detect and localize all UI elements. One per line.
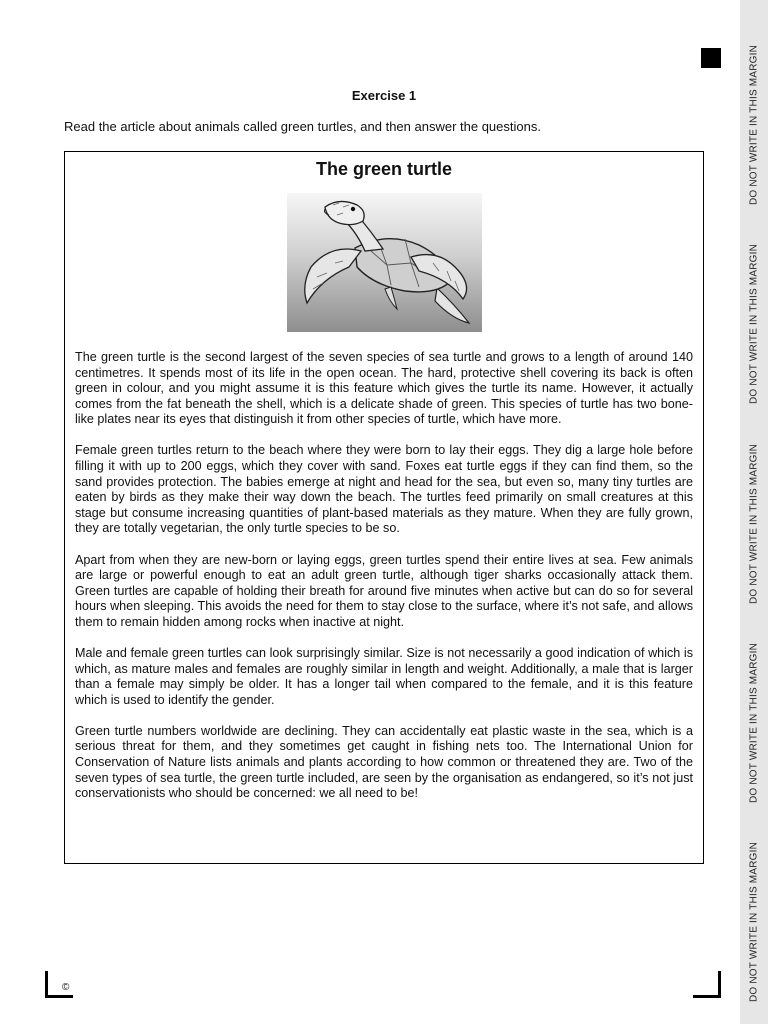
crop-mark	[45, 995, 73, 998]
article-title: The green turtle	[315, 159, 453, 179]
article-paragraph: The green turtle is the second largest of the seven species of sea turtle and grows to a length of around 140 centimetres. It spends most of its life in the open ocean. The hard, protective shell covering its back is often green in colour, and you might assume it is this feature which gives the turtle its name. However, it actually comes from the fat beneath the shell, which is a delicate shade of green. This species of turtle has two bone-like plates near its eyes that distinguish it from other species of turtle, which have more.	[75, 350, 693, 427]
crop-mark	[718, 971, 721, 998]
exercise-title: Exercise 1	[351, 88, 417, 103]
registration-mark	[701, 48, 721, 68]
crop-mark	[45, 971, 48, 998]
sea-turtle-illustration-icon	[287, 193, 482, 332]
article-body	[75, 350, 693, 817]
article-paragraph: Green turtle numbers worldwide are declining. They can accidentally eat plastic waste in the sea, which is a serious threat for them, and they sometimes get caught in fishing nets too. The International Union for Conservation of Nature lists animals and plants according to how common or threatened they are. Two of the seven types of sea turtle, the green turtle included, are seen by the organisation as endangered, so it’s not just conservationists who should be concerned: we all need to be!	[75, 723, 693, 801]
article-paragraph: Male and female green turtles can look surprisingly similar. Size is not necessarily a good indication of which is which, as mature males and females are roughly similar in length and weight. Additionally, a male that is larger than a female may simply be older. It has a longer tail when compared to the female, and it is this feature which is used to identify the gender.	[75, 646, 693, 707]
article-box	[64, 151, 704, 864]
copyright-notice: ©	[62, 982, 70, 993]
crop-mark	[693, 995, 721, 998]
instructions: Read the article about animals called green turtles, and then answer the questions.	[64, 119, 541, 134]
article-paragraph: Apart from when they are new-born or laying eggs, green turtles spend their entire lives at sea. Few animals are large or powerful enough to eat an adult green turtle, although tiger sharks occasionally attack them. Green turtles are capable of holding their breath for around five minutes when active but can do so for several hours when sleeping. This avoids the need for them to stay close to the surface, where it’s not safe, and allows them to remain hidden among rocks when inactive at night.	[75, 552, 693, 629]
article-paragraph: Female green turtles return to the beach where they were born to lay their eggs. They dig a large hole before filling it with up to 200 eggs, which they cover with sand. Foxes eat turtle eggs if they can find them, so the sand provides protection. The babies emerge at night and head for the sea, but even so, many tiny turtles are eaten by birds as they make their way down the beach. The turtles feed primarily on small creatures at this stage but consume increasing quantities of plant-based materials as they mature. When they are fully grown, they are totally vegetarian, the only turtle species to be so.	[75, 443, 693, 536]
